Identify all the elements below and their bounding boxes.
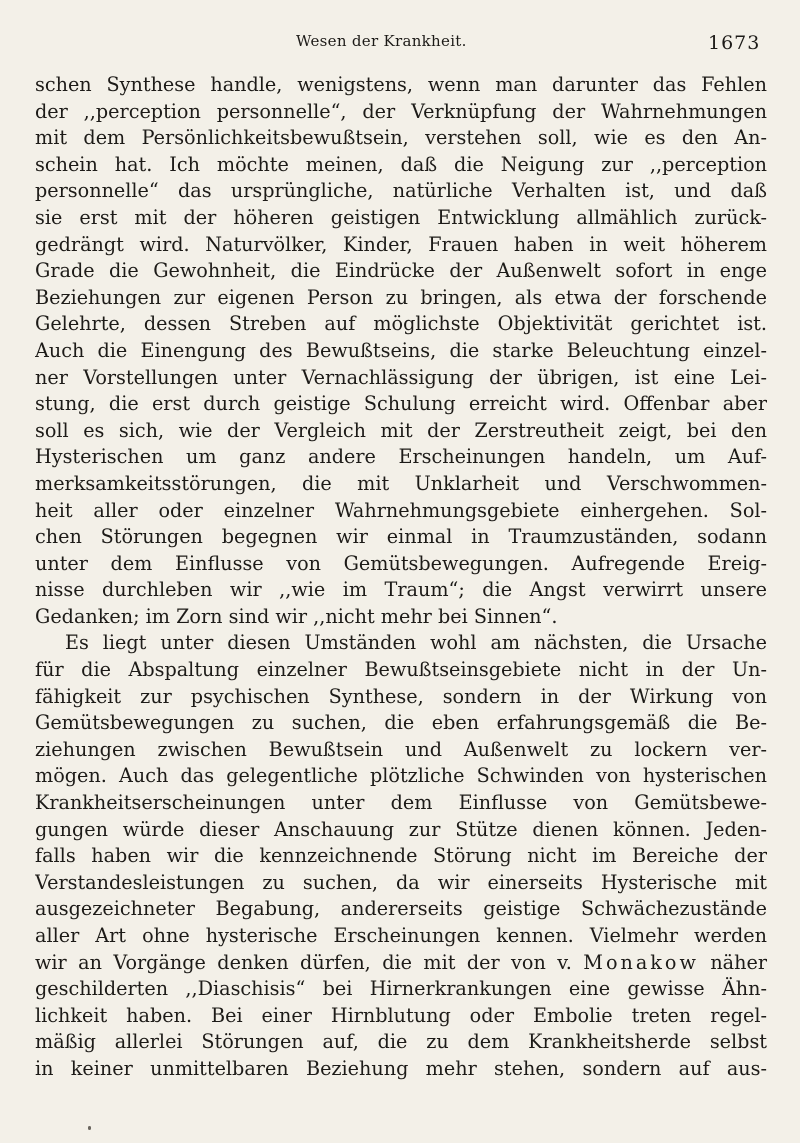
paragraph-start-line: Es liegt unter diesen Umständen wohl am nächsten, die Ursache (65, 631, 767, 655)
line-tail: näher (698, 950, 767, 974)
print-speck (88, 1126, 91, 1130)
text-line: Auch die Einengung des Bewußtseins, die starke Beleuchtung einzel- (35, 338, 767, 362)
text-line: chen Störungen begegnen wir einmal in Traumzuständen, sodann (35, 525, 767, 549)
text-line: für die Abspaltung einzelner Bewußtseinsgebiete nicht in der Un- (35, 658, 767, 682)
text-line: Hysterischen um ganz andere Erscheinungen handeln, um Auf- (35, 445, 767, 469)
text-line: der ,,perception personnelle“, der Verknüpfung der Wahrnehmungen (35, 99, 767, 123)
author-name-spaced: Monakow (583, 950, 699, 974)
text-line: merksamkeitsstörungen, die mit Unklarheit und Verschwommen- (35, 471, 767, 495)
text-line: Krankheitserscheinungen unter dem Einflusse von Gemütsbewe- (35, 791, 767, 815)
text-line: mit dem Persönlichkeitsbewußtsein, verstehen soll, wie es den An- (35, 126, 767, 150)
text-line: schein hat. Ich möchte meinen, daß die Neigung zur ,,perception (35, 152, 767, 176)
text-line: ner Vorstellungen unter Vernachlässigung der übrigen, ist eine Lei- (35, 365, 767, 389)
text-line: aller Art ohne hysterische Erscheinungen kennen. Vielmehr werden (35, 924, 767, 947)
text-line: heit aller oder einzelner Wahrnehmungsgebiete einhergehen. Sol- (35, 498, 767, 522)
text-line: nisse durchleben wir ,,wie im Traum“; die Angst verwirrt unsere (35, 578, 767, 602)
text-line: sie erst mit der höheren geistigen Entwicklung allmählich zurück- (35, 205, 767, 229)
paragraph-end-line: Gedanken; im Zorn sind wir ,,nicht mehr bei Sinnen“. (35, 604, 558, 628)
text-line: geschilderten ,,Diaschisis“ bei Hirnerkrankungen eine gewisse Ähn- (35, 977, 767, 1001)
text-line: falls haben wir die kennzeichnende Störung nicht im Bereiche der (35, 844, 767, 868)
text-line: soll es sich, wie der Vergleich mit der Zerstreutheit zeigt, bei den (35, 418, 767, 442)
text-line: personnelle“ das ursprüngliche, natürliche Verhalten ist, und daß (35, 179, 767, 203)
text-line: unter dem Einflusse von Gemütsbewegungen. Aufregende Ereig- (35, 551, 767, 575)
body-text (35, 72, 767, 1083)
page-number: 1673 (708, 32, 761, 54)
text-line: mäßig allerlei Störungen auf, die zu dem Krankheitsherde selbst (35, 1030, 767, 1054)
running-head: Wesen der Krankheit. (296, 32, 467, 50)
text-line: mögen. Auch das gelegentliche plötzliche Schwinden von hysterischen (35, 764, 767, 788)
line-head: wir an Vorgänge denken dürfen, die mit der von v. (35, 950, 584, 974)
text-line: fähigkeit zur psychischen Synthese, sondern in der Wirkung von (35, 684, 767, 708)
text-line: ziehungen zwischen Bewußtsein und Außenwelt zu lockern ver- (35, 737, 767, 761)
text-line: gedrängt wird. Naturvölker, Kinder, Frauen haben in weit höherem (35, 232, 767, 256)
text-line: Gelehrte, dessen Streben auf möglichste Objektivität gerichtet ist. (35, 312, 767, 336)
text-line: schen Synthese handle, wenigstens, wenn man darunter das Fehlen (35, 73, 767, 96)
text-line: Beziehungen zur eigenen Person zu bringen, als etwa der forschende (35, 285, 767, 309)
text-line: in keiner unmittelbaren Beziehung mehr stehen, sondern auf aus- (35, 1056, 767, 1080)
text-line: Grade die Gewohnheit, die Eindrücke der Außenwelt sofort in enge (35, 259, 767, 283)
text-line-with-name (35, 950, 767, 977)
text-line: ausgezeichneter Begabung, andererseits geistige Schwächezustände (35, 897, 767, 921)
text-line: lichkeit haben. Bei einer Hirnblutung oder Embolie treten regel- (35, 1003, 767, 1027)
text-line: gungen würde dieser Anschauung zur Stütze dienen können. Jeden- (35, 817, 767, 841)
text-line: Gemütsbewegungen zu suchen, die eben erfahrungsgemäß die Be- (35, 711, 767, 735)
text-line: Verstandesleistungen zu suchen, da wir einerseits Hysterische mit (35, 870, 767, 894)
text-line: stung, die erst durch geistige Schulung erreicht wird. Offenbar aber (35, 392, 767, 416)
